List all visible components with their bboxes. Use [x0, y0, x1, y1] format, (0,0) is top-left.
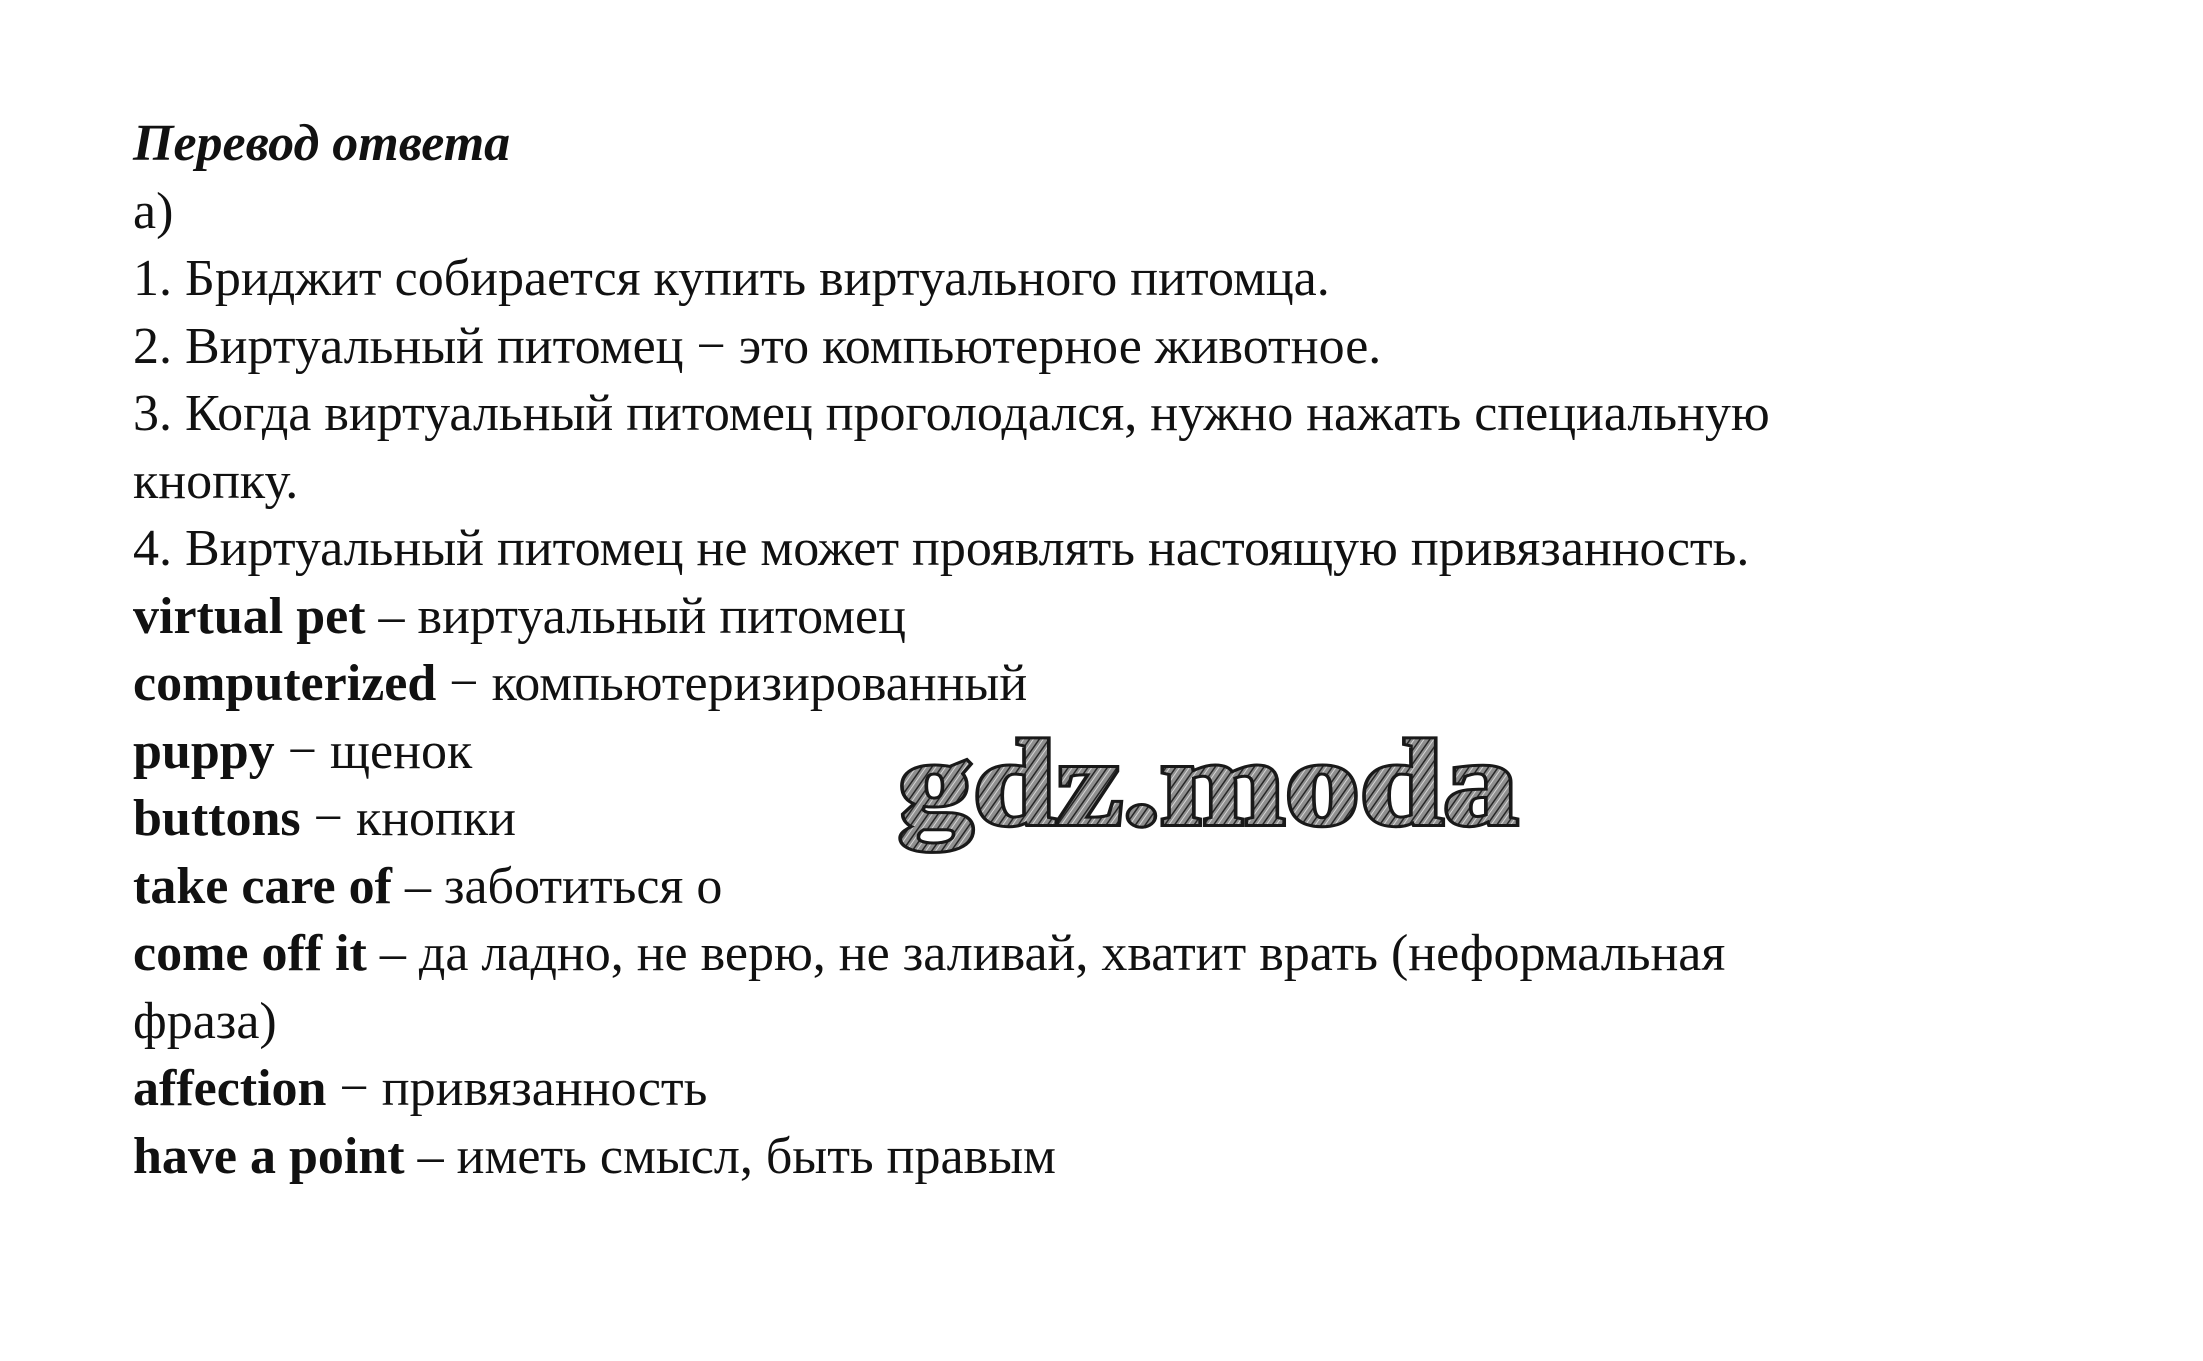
vocabulary-item-have-a-point	[133, 1123, 2113, 1191]
vocabulary-translation: – да ладно, не верю, не заливай, хватит врать (неформальная	[366, 925, 1726, 982]
vocabulary-item-come-off-it-continued	[133, 988, 2113, 1056]
answer-line-3-continued: кнопку.	[133, 452, 299, 510]
vocabulary-term: computerized	[133, 655, 437, 712]
vocabulary-term: puppy	[133, 722, 275, 780]
vocabulary-term: buttons	[133, 790, 301, 847]
vocabulary-translation: – иметь смысл, быть правым	[404, 1127, 1056, 1185]
document-content	[133, 110, 2113, 1190]
answer-line-4: 4. Виртуальный питомец не может проявлять настоящую привязанность.	[133, 520, 1750, 577]
answer-line-1: 1. Бриджит собирается купить виртуального питомца.	[133, 250, 1330, 307]
watermark-text: gdz.moda	[898, 716, 1518, 851]
vocabulary-term: affection	[133, 1060, 327, 1117]
vocabulary-translation: − компьютеризированный	[436, 655, 1028, 712]
vocabulary-term: take care of	[133, 857, 392, 915]
vocabulary-item-affection	[133, 1055, 2113, 1123]
vocabulary-translation: − привязанность	[326, 1060, 708, 1117]
vocabulary-translation: – виртуальный питомец	[365, 587, 906, 645]
vocabulary-item-come-off-it	[133, 920, 2113, 988]
section-label: а)	[133, 182, 174, 240]
vocabulary-term: come off it	[133, 925, 367, 982]
vocabulary-item-virtual-pet	[133, 583, 2113, 651]
vocabulary-term: virtual pet	[133, 587, 366, 645]
vocabulary-translation: фраза)	[133, 992, 277, 1050]
sketch-watermark-logo	[890, 700, 1540, 870]
answer-line-3: 3. Когда виртуальный питомец проголодался, нужно нажать специальную	[133, 385, 1770, 442]
vocabulary-translation: – заботиться о	[391, 857, 723, 915]
document-title: Перевод ответа	[133, 115, 511, 172]
vocabulary-term: have a point	[133, 1127, 405, 1185]
answer-line-2: 2. Виртуальный питомец − это компьютерное животное.	[133, 317, 1382, 375]
vocabulary-translation: − щенок	[274, 722, 473, 780]
vocabulary-translation: − кнопки	[300, 790, 516, 847]
